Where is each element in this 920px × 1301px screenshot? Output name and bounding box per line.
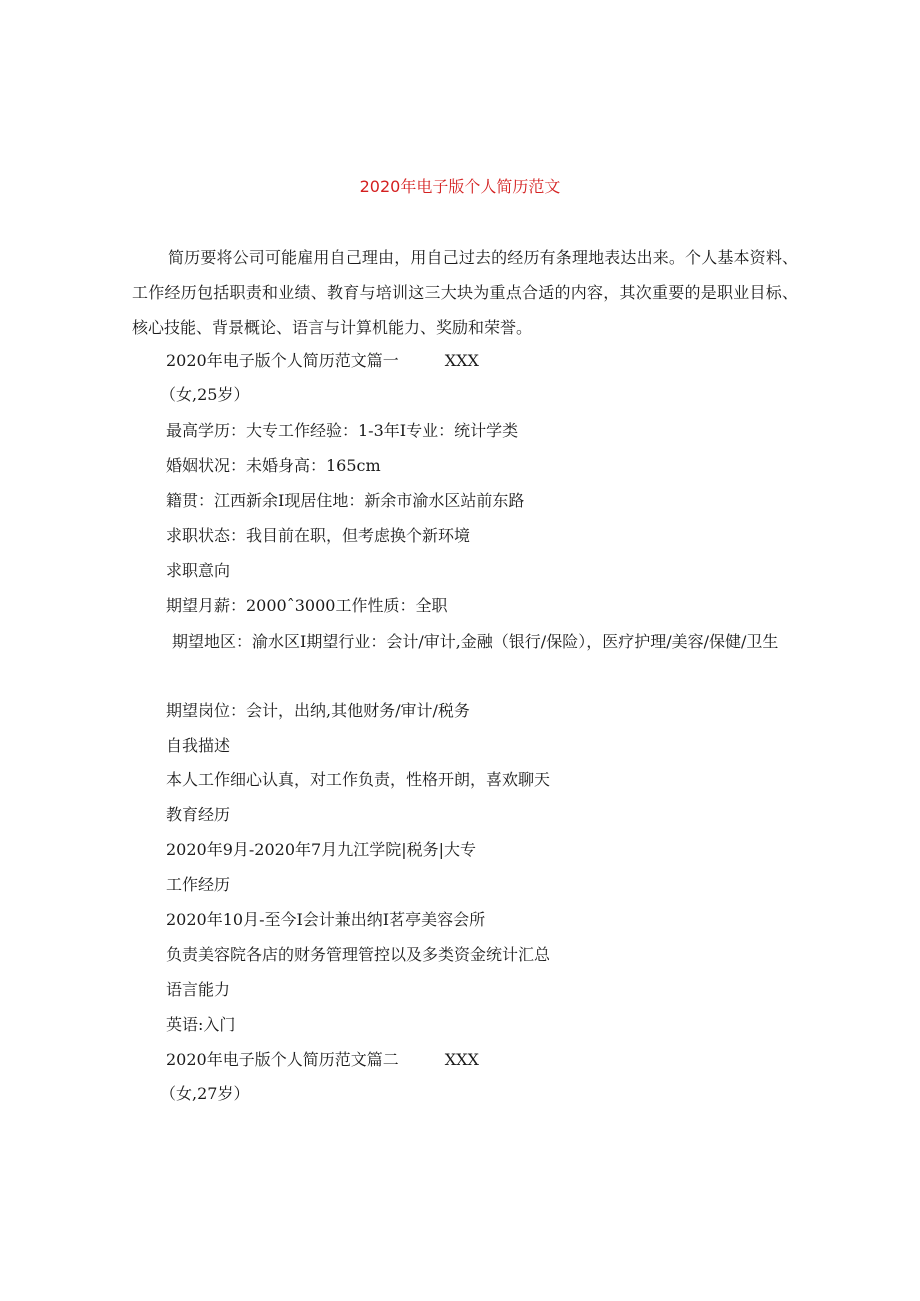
work-experience-heading: 工作经历 — [166, 875, 231, 894]
section1-heading-line — [166, 350, 479, 372]
section2-gender-age: （女,27岁） — [160, 1084, 250, 1103]
salary-nature-line: 期望月薪：2000ˆ3000工作性质：全职 — [166, 596, 448, 615]
document-title: 2020年电子版个人简历范文 — [359, 177, 561, 196]
work-description-text: 负责美容院各店的财务管理管控以及多类资金统计汇总 — [166, 945, 551, 964]
language-text: 英语:入门 — [166, 1015, 236, 1034]
section1-heading: 2020年电子版个人简历范文篇一 — [166, 351, 399, 370]
section1-name: XXX — [444, 351, 479, 370]
intro-paragraph: 简历要将公司可能雇用自己理由，用自己过去的经历有条理地表达出来。个人基本资料、工作经历包括职责和业绩、教育与培训这三大块为重点合适的内容，其次重要的是职业目标、核心技能、背景概论、语言与计算机能力、奖励和荣誉。 — [132, 248, 798, 337]
self-description-text: 本人工作细心认真，对工作负责，性格开朗，喜欢聊天 — [166, 770, 551, 789]
language-heading: 语言能力 — [166, 980, 231, 999]
section1-gender-age: （女,25岁） — [160, 385, 250, 404]
education-experience-line: 最高学历：大专工作经验：1-3年I专业：统计学类 — [166, 421, 519, 440]
education-heading: 教育经历 — [166, 805, 231, 824]
work-experience-text: 2020年10月-至今I会计兼出纳I茗亭美容会所 — [166, 910, 486, 929]
job-intention-heading: 求职意向 — [166, 561, 231, 580]
region-industry-line: 期望地区：渝水区I期望行业：会计/审计,金融（银行/保险），医疗护理/美容/保健/卫生 — [172, 632, 779, 651]
position-line: 期望岗位：会计，出纳,其他财务/审计/税务 — [166, 701, 470, 720]
marital-height-line: 婚姻状况：未婚身高：165cm — [166, 456, 381, 475]
section2-heading-line — [166, 1049, 479, 1071]
education-text: 2020年9月-2020年7月九江学院|税务|大专 — [166, 840, 476, 859]
section2-name: XXX — [444, 1050, 479, 1069]
job-status-line: 求职状态：我目前在职，但考虑换个新环境 — [166, 526, 471, 545]
origin-residence-line: 籍贯：江西新余I现居住地：新余市渝水区站前东路 — [166, 491, 525, 510]
self-description-heading: 自我描述 — [166, 736, 231, 755]
section2-heading: 2020年电子版个人简历范文篇二 — [166, 1050, 399, 1069]
